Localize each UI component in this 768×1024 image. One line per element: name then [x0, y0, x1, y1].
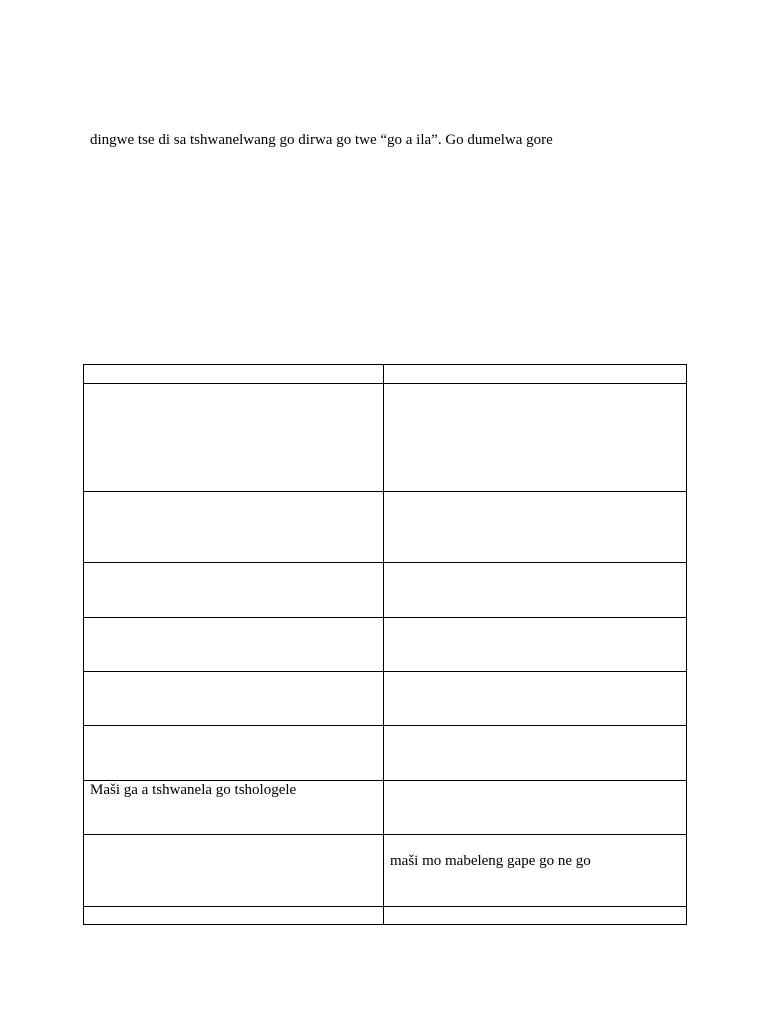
intro-text: dingwe tse di sa tshwanelwang go dirwa go twe “go a ila”. Go dumelwa gore — [90, 132, 553, 148]
table-cell-right — [384, 384, 687, 492]
table-cell-right — [384, 726, 687, 781]
table-row — [84, 618, 687, 672]
table-cell-left — [84, 618, 384, 672]
table-row — [84, 492, 687, 563]
table-cell-left — [84, 365, 384, 384]
table-row — [84, 835, 687, 907]
table-row — [84, 384, 687, 492]
table-cell-right — [384, 672, 687, 726]
table-row — [84, 365, 687, 384]
table-cell-left — [84, 563, 384, 618]
table-cell-right — [384, 365, 687, 384]
table-cell-right — [384, 618, 687, 672]
table-row — [84, 781, 687, 835]
table-cell-right — [384, 781, 687, 835]
content-table — [83, 364, 687, 925]
table-row — [84, 726, 687, 781]
table-cell-right — [384, 492, 687, 563]
table-cell-left — [84, 726, 384, 781]
table-cell-right — [384, 835, 687, 907]
table-row — [84, 672, 687, 726]
table-cell-left — [84, 672, 384, 726]
table-row — [84, 563, 687, 618]
cell-text: maši mo mabeleng gape go ne go — [390, 853, 591, 869]
table-cell-left — [84, 781, 384, 835]
table-cell-left — [84, 492, 384, 563]
table-cell-left — [84, 835, 384, 907]
table-cell-left — [84, 384, 384, 492]
table-cell-left — [84, 907, 384, 925]
cell-text: Maši ga a tshwanela go tshologele — [90, 782, 297, 798]
table-row — [84, 907, 687, 925]
table-cell-right — [384, 907, 687, 925]
table-cell-right — [384, 563, 687, 618]
